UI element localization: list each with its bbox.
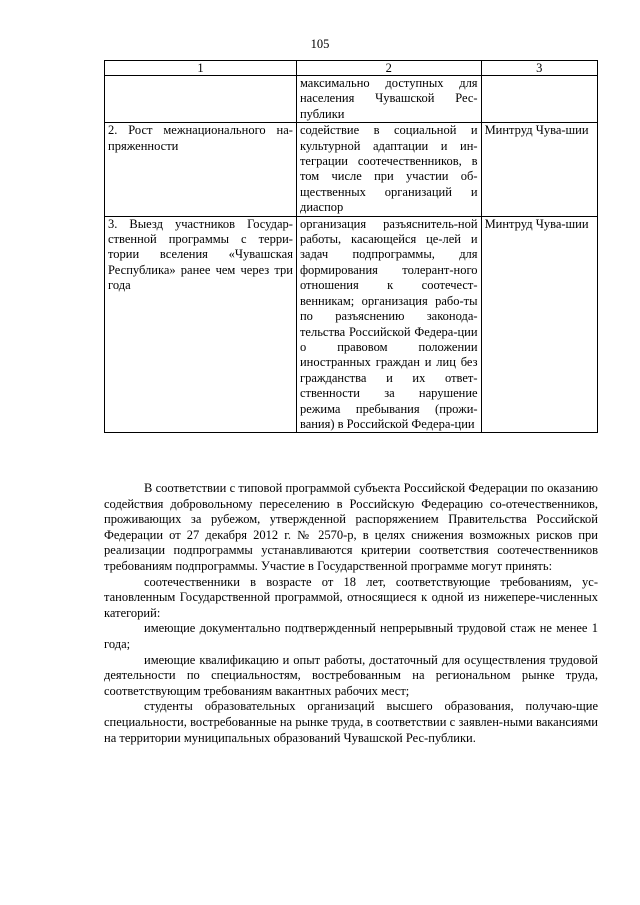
- paragraph: соотечественники в возрасте от 18 лет, соответствующие требованиям, ус-тановленным Государственной программой, относящиеся к одной из нижепере-численных категорий:: [104, 574, 598, 620]
- table-row: [105, 123, 598, 216]
- executor-cell: [481, 76, 597, 123]
- measure-cell: организация разъяснитель-ной работы, касающейся це-лей и задач подпрограммы, для формирования толерант-ного отношения к соотечест-венникам; организация рабо-ты по разъяснению законода-тельства Российской Федера-ции о правовом положении иностранных граждан и лиц без гражданства и их ответ-ственности за нарушение режима пребывания (прожи-вания) в Российской Федера-ции: [296, 216, 481, 433]
- table-row: [105, 76, 598, 123]
- paragraph: имеющие документально подтвержденный непрерывный трудовой стаж не менее 1 года;: [104, 621, 598, 651]
- column-header: 3: [481, 61, 597, 76]
- executor-cell: Минтруд Чува-шии: [481, 216, 597, 433]
- measure-cell: максимально доступных для населения Чувашской Рес-публики: [296, 76, 481, 123]
- measure-cell: содействие в социальной и культурной адаптации и ин-теграции соотечественников, в том числе при участии об-щественных организаций и диаспор: [296, 123, 481, 216]
- paragraph: имеющие квалификацию и опыт работы, достаточный для осуществления трудовой деятельности по специальностям, востребованным на региональном рынке труда, соответствующим требованиям вакантных рабочих мест;: [104, 652, 598, 698]
- table-row: [105, 216, 598, 433]
- risk-cell: 3. Выезд участников Государ-ственной программы с терри-тории вселения «Чувашская Республика» ранее чем через три года: [105, 216, 297, 433]
- page-number: 105: [310, 37, 330, 51]
- risk-measures-table: [104, 60, 598, 433]
- paragraph: студенты образовательных организаций высшего образования, получаю-щие специальности, востребованные на рынке труда, в соответствии с заявлен-ными вакансиями на территории муниципальных образований Чувашской Рес-публики.: [104, 699, 598, 745]
- column-header: 2: [296, 61, 481, 76]
- risk-cell: 2. Рост межнационального на-пряженности: [105, 123, 297, 216]
- body-text: [104, 481, 598, 746]
- executor-cell: Минтруд Чува-шии: [481, 123, 597, 216]
- column-header: 1: [105, 61, 297, 76]
- risk-cell: [105, 76, 297, 123]
- table-header-row: [105, 61, 598, 76]
- paragraph: В соответствии с типовой программой субъекта Российской Федерации по оказанию содействия добровольному переселению в Российскую Федерацию со-отечественников, проживающих за рубежом, утвержденной распоряжением Правительства Российской Федерации от 27 декабря 2012 г. № 2570-р, в целях снижения возможных рисков при реализации подпрограммы устанавливаются критерии соответствия соотечественников требованиям подпрограммы. Участие в Государственной программе могут принять:: [104, 481, 598, 573]
